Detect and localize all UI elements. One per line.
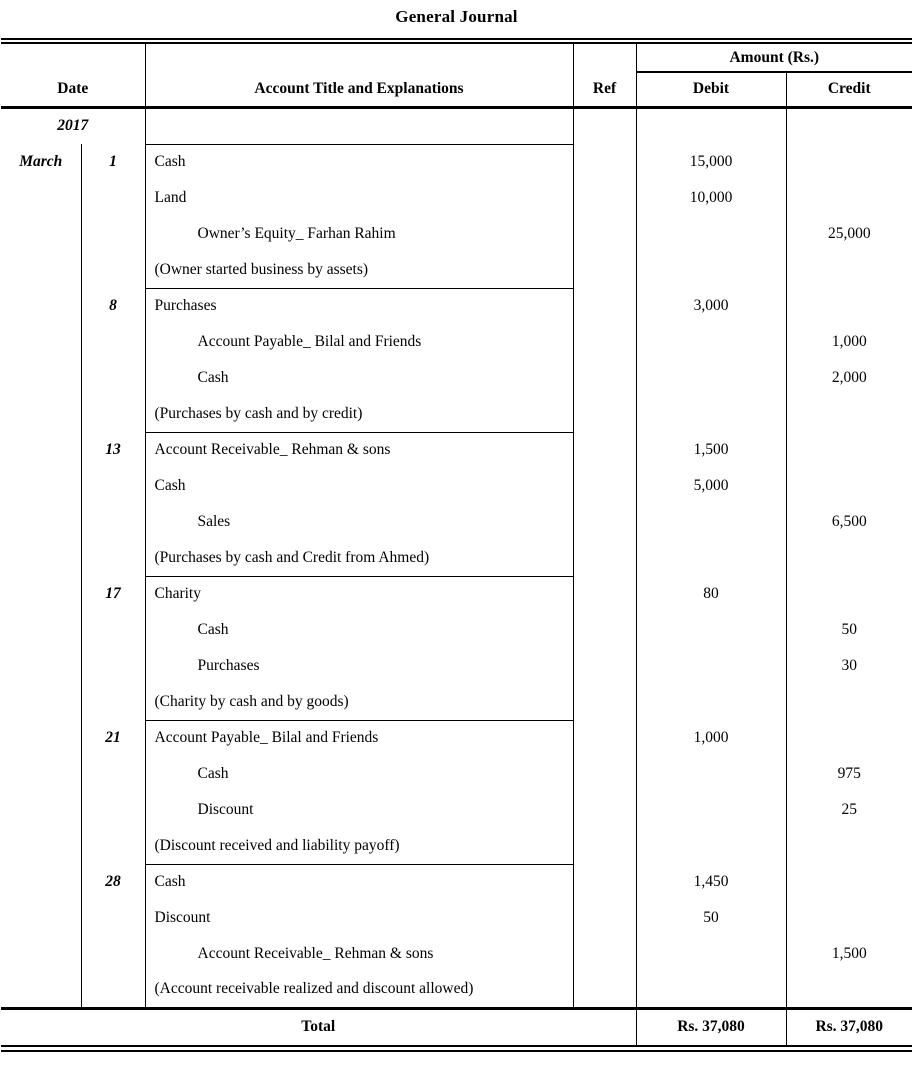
debit-amount: 5,000 — [636, 468, 786, 504]
ref-cell — [573, 756, 636, 792]
ref-cell — [573, 720, 636, 756]
account-cell — [145, 107, 573, 144]
credit-amount — [786, 180, 912, 216]
ref-cell — [573, 180, 636, 216]
debit-column-header: Debit — [636, 72, 786, 107]
month-cell — [1, 396, 81, 432]
account-title: Discount — [145, 792, 573, 828]
month-cell — [1, 612, 81, 648]
debit-amount — [636, 684, 786, 720]
month-cell — [1, 864, 81, 900]
day-cell — [81, 180, 145, 216]
day-cell — [81, 756, 145, 792]
journal-line-row — [1, 360, 912, 396]
ref-cell — [573, 107, 636, 144]
ref-cell — [573, 324, 636, 360]
day-cell — [81, 396, 145, 432]
debit-amount: 1,000 — [636, 720, 786, 756]
credit-amount: 50 — [841, 621, 857, 638]
credit-amount — [786, 468, 912, 504]
credit-column-header: Credit — [786, 72, 912, 107]
journal-line-row — [1, 612, 912, 648]
month-cell — [1, 828, 81, 864]
debit-amount — [636, 252, 786, 288]
column-header-row — [1, 72, 912, 107]
account-title: Account Payable_ Bilal and Friends — [145, 324, 573, 360]
credit-amount: 25 — [841, 801, 857, 818]
month-cell — [1, 468, 81, 504]
day-cell — [81, 252, 145, 288]
account-column-header: Account Title and Explanations — [145, 72, 573, 107]
journal-line-row — [1, 144, 912, 180]
day-cell — [81, 792, 145, 828]
ref-cell — [573, 252, 636, 288]
ref-cell — [573, 504, 636, 540]
ref-cell — [573, 576, 636, 612]
total-credit: Rs. 37,080 — [786, 1008, 912, 1048]
ref-cell — [573, 288, 636, 324]
ref-cell — [573, 396, 636, 432]
page-title: General Journal — [395, 7, 518, 26]
amount-group-header-row — [1, 41, 912, 72]
ref-cell — [573, 432, 636, 468]
credit-amount — [786, 684, 912, 720]
year-row — [1, 107, 912, 144]
day-cell — [81, 828, 145, 864]
debit-amount — [636, 216, 786, 252]
day-cell — [81, 324, 145, 360]
ref-cell — [573, 864, 636, 900]
account-title: Land — [145, 180, 573, 216]
credit-amount: 1,000 — [831, 333, 867, 350]
debit-amount — [636, 612, 786, 648]
entry-day: 13 — [81, 432, 145, 468]
journal-line-row — [1, 828, 912, 864]
journal-line-row — [1, 324, 912, 360]
credit-amount — [786, 576, 912, 612]
account-title: Cash — [145, 360, 573, 396]
journal-line-row — [1, 756, 912, 792]
debit-amount — [636, 972, 786, 1008]
entry-day: 1 — [81, 144, 145, 180]
account-title: Purchases — [145, 288, 573, 324]
month-cell — [1, 324, 81, 360]
ref-cell — [573, 612, 636, 648]
credit-amount: 975 — [837, 765, 861, 782]
credit-amount — [786, 252, 912, 288]
journal-line-row — [1, 648, 912, 684]
ref-cell — [573, 648, 636, 684]
day-cell — [81, 360, 145, 396]
ref-cell — [573, 936, 636, 972]
journal-line-row — [1, 972, 912, 1008]
account-title: Owner’s Equity_ Farhan Rahim — [145, 216, 573, 252]
journal-line-row — [1, 936, 912, 972]
month-cell — [1, 792, 81, 828]
journal-line-row — [1, 432, 912, 468]
credit-amount: 30 — [841, 657, 857, 674]
credit-amount — [786, 900, 912, 936]
month-cell — [1, 900, 81, 936]
ref-cell — [573, 684, 636, 720]
debit-amount — [636, 540, 786, 576]
day-cell — [81, 504, 145, 540]
credit-amount: 6,500 — [831, 513, 867, 530]
journal-line-row — [1, 684, 912, 720]
month-cell — [1, 972, 81, 1008]
entry-explanation: (Discount received and liability payoff) — [145, 828, 573, 864]
journal-line-row — [1, 504, 912, 540]
entry-day: 21 — [81, 720, 145, 756]
account-title: Sales — [145, 504, 573, 540]
month-cell — [1, 252, 81, 288]
credit-amount — [786, 396, 912, 432]
account-title: Discount — [145, 900, 573, 936]
debit-amount — [636, 936, 786, 972]
journal-line-row — [1, 252, 912, 288]
month-cell — [1, 216, 81, 252]
debit-amount: 1,500 — [636, 432, 786, 468]
entry-day: 17 — [81, 576, 145, 612]
total-label: Total — [1, 1008, 636, 1048]
account-header-spacer — [145, 41, 573, 72]
day-cell — [81, 684, 145, 720]
account-title: Account Receivable_ Rehman & sons — [145, 936, 573, 972]
month-cell — [1, 648, 81, 684]
credit-amount — [786, 144, 912, 180]
credit-amount: 25,000 — [827, 225, 871, 242]
account-title: Cash — [145, 144, 573, 180]
credit-amount — [786, 864, 912, 900]
debit-amount — [636, 360, 786, 396]
journal-line-row — [1, 180, 912, 216]
debit-amount — [636, 792, 786, 828]
journal-line-row — [1, 900, 912, 936]
debit-amount — [636, 648, 786, 684]
account-title: Cash — [145, 468, 573, 504]
journal-line-row — [1, 540, 912, 576]
ref-cell — [573, 468, 636, 504]
entry-explanation: (Purchases by cash and by credit) — [145, 396, 573, 432]
credit-amount — [786, 288, 912, 324]
debit-amount — [636, 324, 786, 360]
account-title: Account Receivable_ Rehman & sons — [145, 432, 573, 468]
journal-line-row — [1, 720, 912, 756]
account-title: Cash — [145, 612, 573, 648]
entry-explanation: (Charity by cash and by goods) — [145, 684, 573, 720]
general-journal-table — [1, 38, 912, 1052]
debit-amount: 10,000 — [636, 180, 786, 216]
account-title: Charity — [145, 576, 573, 612]
day-cell — [81, 216, 145, 252]
month-cell — [1, 756, 81, 792]
debit-amount — [636, 828, 786, 864]
ref-cell — [573, 828, 636, 864]
ref-cell — [573, 216, 636, 252]
month-cell — [1, 504, 81, 540]
date-column-header: Date — [1, 72, 145, 107]
journal-line-row — [1, 288, 912, 324]
day-cell — [81, 468, 145, 504]
month-cell — [1, 576, 81, 612]
credit-cell — [786, 107, 912, 144]
journal-line-row — [1, 576, 912, 612]
ref-cell — [573, 360, 636, 396]
day-cell — [81, 540, 145, 576]
month-cell — [1, 684, 81, 720]
month-cell — [1, 180, 81, 216]
ref-cell — [573, 972, 636, 1008]
credit-amount: 1,500 — [831, 945, 867, 962]
journal-line-row — [1, 468, 912, 504]
account-title: Purchases — [145, 648, 573, 684]
account-title: Account Payable_ Bilal and Friends — [145, 720, 573, 756]
entry-day: 28 — [81, 864, 145, 900]
month-cell — [1, 432, 81, 468]
entry-day: 8 — [81, 288, 145, 324]
day-cell — [81, 936, 145, 972]
entry-explanation: (Purchases by cash and Credit from Ahmed) — [145, 540, 573, 576]
debit-cell — [636, 107, 786, 144]
ref-cell — [573, 792, 636, 828]
credit-amount — [786, 432, 912, 468]
debit-amount: 80 — [636, 576, 786, 612]
month-label: March — [1, 144, 81, 180]
entry-explanation: (Account receivable realized and discount allowed) — [145, 972, 573, 1008]
credit-amount — [786, 828, 912, 864]
day-cell — [81, 900, 145, 936]
credit-amount — [786, 720, 912, 756]
credit-amount — [786, 540, 912, 576]
date-header-spacer — [1, 41, 145, 72]
total-debit: Rs. 37,080 — [636, 1008, 786, 1048]
credit-amount — [786, 972, 912, 1008]
month-cell — [1, 288, 81, 324]
month-cell — [1, 720, 81, 756]
amount-group-header: Amount (Rs.) — [636, 41, 912, 72]
debit-amount: 3,000 — [636, 288, 786, 324]
debit-amount — [636, 504, 786, 540]
month-cell — [1, 540, 81, 576]
total-row — [1, 1008, 912, 1048]
ref-cell — [573, 144, 636, 180]
journal-line-row — [1, 864, 912, 900]
ref-cell — [573, 900, 636, 936]
credit-amount: 2,000 — [831, 369, 867, 386]
entry-explanation: (Owner started business by assets) — [145, 252, 573, 288]
year-label: 2017 — [1, 107, 145, 144]
month-cell — [1, 360, 81, 396]
ref-column-header: Ref — [573, 72, 636, 107]
debit-amount — [636, 396, 786, 432]
account-title: Cash — [145, 756, 573, 792]
journal-line-row — [1, 792, 912, 828]
ref-header-spacer — [573, 41, 636, 72]
day-cell — [81, 612, 145, 648]
debit-amount: 1,450 — [636, 864, 786, 900]
journal-line-row — [1, 396, 912, 432]
day-cell — [81, 648, 145, 684]
debit-amount — [636, 756, 786, 792]
debit-amount: 50 — [636, 900, 786, 936]
debit-amount: 15,000 — [636, 144, 786, 180]
journal-line-row — [1, 216, 912, 252]
ref-cell — [573, 540, 636, 576]
month-cell — [1, 936, 81, 972]
account-title: Cash — [145, 864, 573, 900]
day-cell — [81, 972, 145, 1008]
